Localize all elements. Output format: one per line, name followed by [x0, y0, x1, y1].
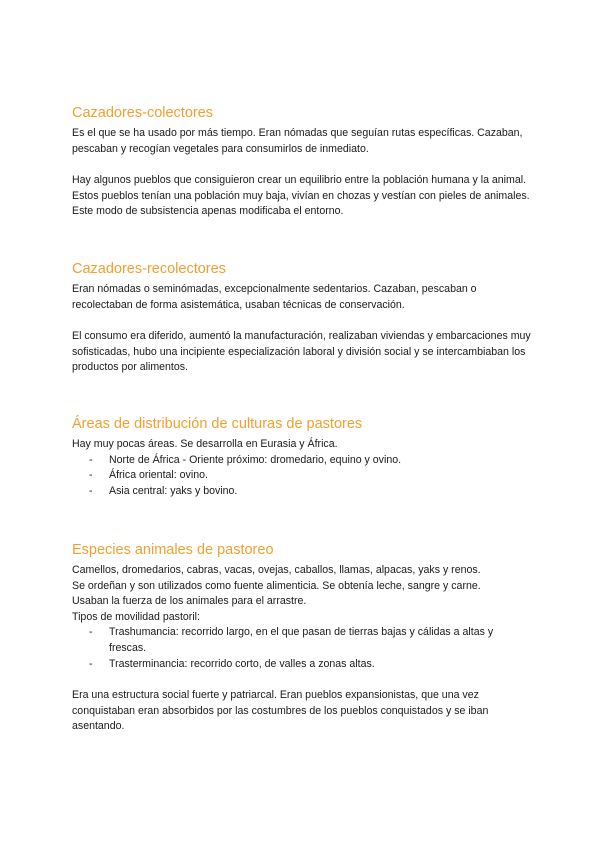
- dash-bullet: -: [89, 484, 93, 497]
- list-item-text: África oriental: ovino.: [109, 469, 208, 482]
- list-item: [72, 468, 532, 484]
- dash-bullet: -: [89, 469, 93, 482]
- section-especies-pastoreo: [72, 541, 532, 735]
- list-item: [72, 484, 532, 500]
- bullet-list: [72, 453, 532, 500]
- list-item-text: Norte de África - Oriente próximo: dromedario, equino y ovino.: [109, 453, 402, 466]
- section-heading: Áreas de distribución de culturas de pastores: [72, 416, 363, 432]
- paragraph-line: Camellos, dromedarios, cabras, vacas, ovejas, caballos, llamas, alpacas, yaks y renos.: [72, 564, 481, 576]
- list-item: [72, 657, 532, 673]
- paragraph: Era una estructura social fuerte y patriarcal. Eran pueblos expansionistas, que una vez conquistaban eran absorbidos por las costumbres de los pueblos conquistados y se iban asentando.: [72, 689, 489, 733]
- list-item-text: Trasterminancia: recorrido corto, de valles a zonas altas.: [109, 657, 375, 670]
- dash-bullet: -: [89, 657, 93, 670]
- paragraph: Eran nómadas o seminómadas, excepcionalmente sedentarios. Cazaban, pescaban o recolectaban de forma asistemática, usaban técnicas de conservación.: [72, 283, 477, 311]
- list-item-text: Asia central: yaks y bovino.: [109, 484, 238, 497]
- section-heading: Cazadores-colectores: [72, 105, 214, 121]
- section-areas-distribucion: [72, 415, 532, 499]
- paragraph: Hay muy pocas áreas. Se desarrolla en Eurasia y África.: [72, 438, 338, 450]
- list-item: [72, 453, 532, 469]
- section-cazadores-recolectores: [72, 260, 532, 376]
- bullet-list: [72, 625, 532, 672]
- paragraph: Hay algunos pueblos que consiguieron crear un equilibrio entre la población humana y la animal. Estos pueblos tenían una población muy baja, vivían en chozas y vestían con pieles de animales. Este modo de subsistencia apenas modificaba el entorno.: [72, 174, 530, 218]
- list-item: [72, 625, 532, 656]
- paragraph-line: Se ordeñan y son utilizados como fuente alimenticia. Se obtenía leche, sangre y carne.: [72, 579, 481, 592]
- section-heading: Especies animales de pastoreo: [72, 542, 274, 558]
- paragraph: El consumo era diferido, aumentó la manufacturación, realizaban viviendas y embarcaciones muy sofisticadas, hubo una incipiente especialización laboral y división social y se intercambiaban los productos por alimentos.: [72, 330, 531, 374]
- list-item-text: Trashumancia: recorrido largo, en el que pasan de tierras bajas y cálidas a altas y frescas.: [109, 626, 494, 654]
- dash-bullet: -: [89, 626, 93, 639]
- section-heading: Cazadores-recolectores: [72, 261, 226, 277]
- section-cazadores-colectores: [72, 104, 532, 220]
- dash-bullet: -: [89, 453, 93, 466]
- paragraph-line: Tipos de movilidad pastoril:: [72, 610, 200, 623]
- paragraph-line: Usaban la fuerza de los animales para el arrastre.: [72, 595, 307, 608]
- paragraph: Es el que se ha usado por más tiempo. Eran nómadas que seguían rutas específicas. Cazaban, pescaban y recogían vegetales para consumirlos de inmediato.: [72, 127, 523, 155]
